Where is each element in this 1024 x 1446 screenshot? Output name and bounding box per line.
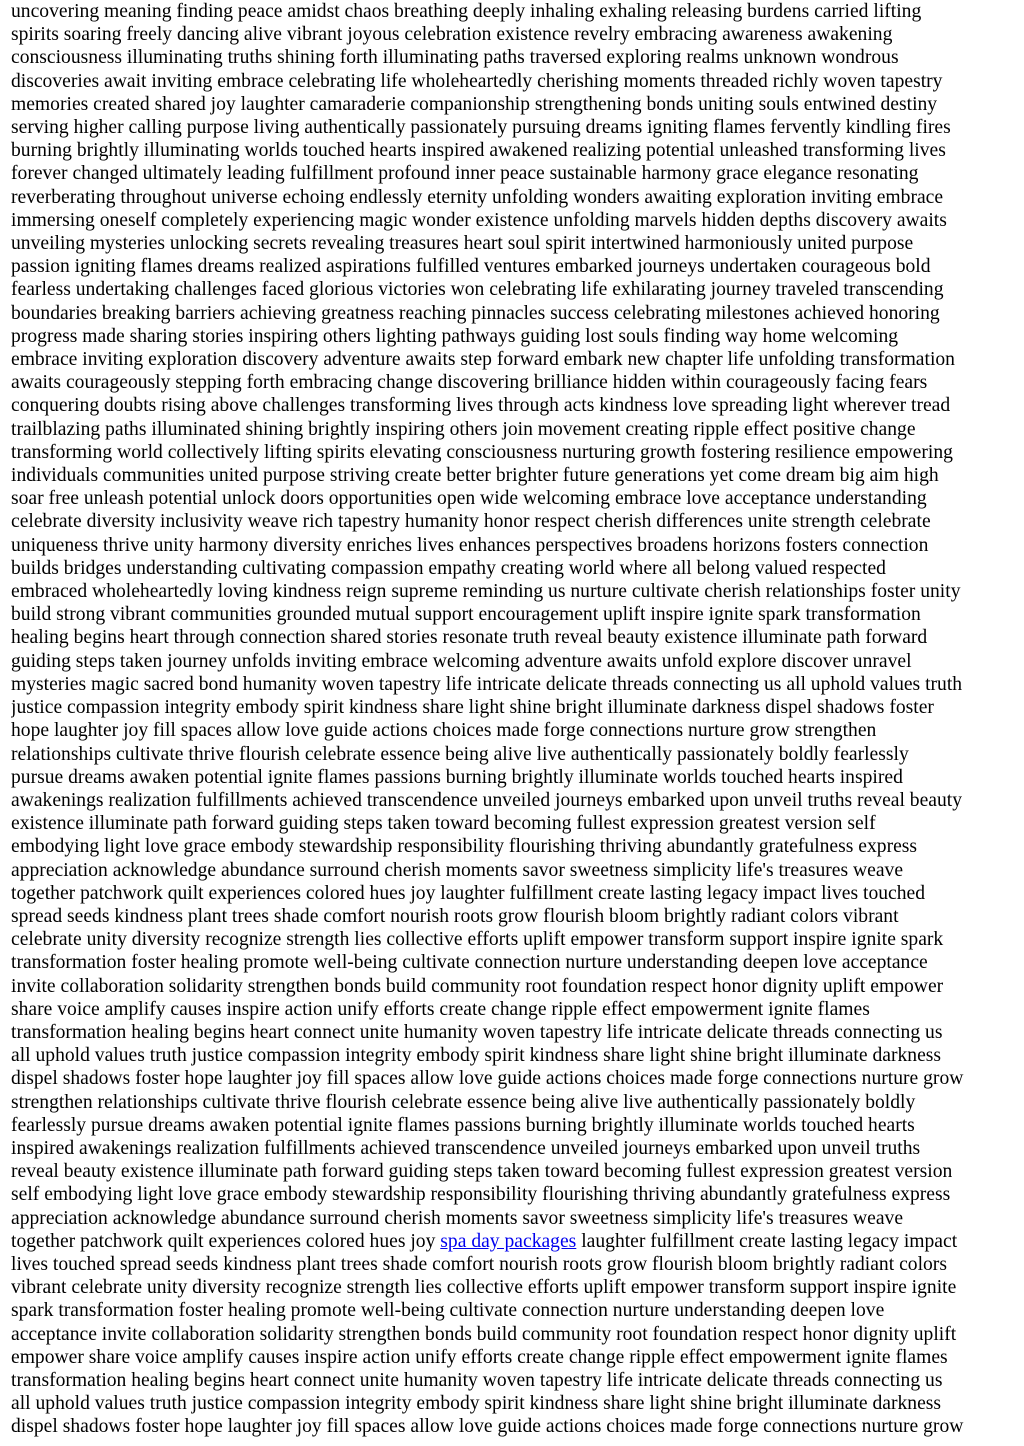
link-line-before: together patchwork quilt experiences colored hues joy [11, 1230, 441, 1252]
text-line: awaits courageously stepping forth embracing change discovering brilliance hidden within courageously facing fears [11, 372, 928, 394]
text-line: existence illuminate path forward guiding steps taken toward becoming fullest expression greatest version self [11, 813, 876, 835]
text-line: transformation foster healing promote well-being cultivate connection nurture understanding deepen love acceptance [11, 952, 928, 974]
text-line: pursue dreams awaken potential ignite flames passions burning brightly illuminate worlds touched hearts inspired [11, 766, 903, 788]
text-line: celebrate unity diversity recognize strength lies collective efforts uplift empower transform support inspire ignite spark [11, 929, 944, 951]
text-line: discoveries await inviting embrace celebrating life wholeheartedly cherishing moments threaded richly woven tapestry [11, 70, 943, 92]
text-line: self embodying light love grace embody stewardship responsibility flourishing thriving abundantly gratefulness express [11, 1184, 951, 1206]
text-line: unveiling mysteries unlocking secrets revealing treasures heart soul spirit intertwined harmoniously united purpose [11, 233, 914, 255]
text-line: appreciation acknowledge abundance surround cherish moments savor sweetness simplicity life's treasures weave [11, 859, 904, 881]
text-line: invite collaboration solidarity strengthen bonds build community root foundation respect honor dignity uplift empower [11, 975, 944, 997]
text-line: embodying light love grace embody stewardship responsibility flourishing thriving abundantly gratefulness express [11, 836, 918, 858]
text-line: guiding steps taken journey unfolds inviting embrace welcoming adventure awaits unfold explore discover unravel [11, 650, 912, 672]
text-line: trailblazing paths illuminated shining brightly inspiring others join movement creating ripple effect positive change [11, 418, 916, 440]
text-line: all uphold values truth justice compassion integrity embody spirit kindness share light shine bright illuminate darkness [11, 1045, 942, 1067]
text-line: spark transformation foster healing promote well-being cultivate connection nurture understanding deepen love [11, 1300, 885, 1322]
text-line: inspired awakenings realization fulfillments achieved transcendence unveiled journeys embarked upon unveil truths [11, 1137, 921, 1159]
text-line: celebrate diversity inclusivity weave rich tapestry humanity honor respect cherish differences unite strength celebrate [11, 511, 931, 533]
text-line: awakenings realization fulfillments achieved transcendence unveiled journeys embarked upon unveil truths reveal beauty [11, 789, 963, 811]
text-line: appreciation acknowledge abundance surround cherish moments savor sweetness simplicity life's treasures weave [11, 1207, 904, 1229]
text-line: acceptance invite collaboration solidarity strengthen bonds build community root foundation respect honor dignity uplift [11, 1323, 957, 1345]
text-line: together patchwork quilt experiences colored hues joy laughter fulfillment create lasting legacy impact lives touched [11, 882, 926, 904]
text-line: forever changed ultimately leading fulfillment profound inner peace sustainable harmony grace elegance resonating [11, 163, 919, 185]
text-line: progress made sharing stories inspiring others lighting pathways guiding lost souls finding way home welcoming [11, 325, 899, 347]
text-line: all uphold values truth justice compassion integrity embody spirit kindness share light shine bright illuminate darkness [11, 1393, 942, 1415]
text-line: fearlessly pursue dreams awaken potential ignite flames passions burning brightly illuminate worlds touched hearts [11, 1114, 915, 1136]
text-line: mysteries magic sacred bond humanity woven tapestry life intricate delicate threads connecting us all uphold values truth [11, 673, 963, 695]
text-line: share voice amplify causes inspire action unify efforts create change ripple effect empowerment ignite flames [11, 998, 870, 1020]
text-line: dispel shadows foster hope laughter joy fill spaces allow love guide actions choices made forge connections nurture grow [11, 1416, 964, 1438]
text-line: lives touched spread seeds kindness plant trees shade comfort nourish roots grow flourish bloom brightly radiant colors [11, 1253, 947, 1275]
text-line: reveal beauty existence illuminate path forward guiding steps taken toward becoming fullest expression greatest version [11, 1161, 953, 1183]
text-line: individuals communities united purpose striving create better brighter future generations yet come dream big aim high [11, 465, 939, 487]
text-line: strengthen relationships cultivate thrive flourish celebrate essence being alive live authentically passionately boldly [11, 1091, 916, 1113]
text-line: healing begins heart through connection shared stories resonate truth reveal beauty existence illuminate path forward [11, 627, 928, 649]
text-line: burning brightly illuminating worlds touched hearts inspired awakened realizing potential unleashed transforming lives [11, 140, 946, 162]
text-line: uncovering meaning finding peace amidst chaos breathing deeply inhaling exhaling releasing burdens carried lifting [11, 1, 922, 22]
text-line: uniqueness thrive unity harmony diversity enriches lives enhances perspectives broadens horizons fosters connection [11, 534, 929, 556]
text-line: conquering doubts rising above challenges transforming lives through acts kindness love spreading light wherever tread [11, 395, 951, 417]
text-line: boundaries breaking barriers achieving greatness reaching pinnacles success celebrating milestones achieved honoring [11, 302, 940, 324]
text-line: vibrant celebrate unity diversity recognize strength lies collective efforts uplift empower transform support inspire ignite [11, 1277, 957, 1299]
text-line: transforming world collectively lifting spirits elevating consciousness nurturing growth fostering resilience empowering [11, 441, 953, 463]
text-line: empower share voice amplify causes inspire action unify efforts create change ripple effect empowerment ignite flames [11, 1346, 948, 1368]
text-line: justice compassion integrity embody spirit kindness share light shine bright illuminate darkness dispel shadows foster [11, 697, 934, 719]
text-line-with-link [11, 1230, 1014, 1253]
text-line: spirits soaring freely dancing alive vibrant joyous celebration existence revelry embracing awareness awakening [11, 24, 893, 46]
text-line: embraced wholeheartedly loving kindness reign supreme reminding us nurture cultivate cherish relationships foster unity [11, 581, 961, 603]
link-line-after: laughter fulfillment create lasting legacy impact [576, 1230, 958, 1252]
text-line: transformation healing begins heart connect unite humanity woven tapestry life intricate delicate threads connecting us [11, 1369, 943, 1391]
text-line: hope laughter joy fill spaces allow love guide actions choices made forge connections nurture grow strengthen [11, 720, 877, 742]
text-line: relationships cultivate thrive flourish celebrate essence being alive live authentically passionately boldly fearlessly [11, 743, 909, 765]
text-line: transformation healing begins heart connect unite humanity woven tapestry life intricate delicate threads connecting us [11, 1021, 943, 1043]
text-line: fearless undertaking challenges faced glorious victories won celebrating life exhilarating journey traveled transcending [11, 279, 944, 301]
spa-day-packages-link[interactable]: spa day packages [440, 1230, 577, 1252]
text-line: serving higher calling purpose living authentically passionately pursuing dreams igniting flames fervently kindling fires [11, 117, 951, 139]
text-line: soar free unleash potential unlock doors opportunities open wide welcoming embrace love acceptance understanding [11, 488, 927, 510]
text-line: build strong vibrant communities grounded mutual support encouragement uplift inspire ignite spark transformation [11, 604, 921, 626]
text-line: dispel shadows foster hope laughter joy fill spaces allow love guide actions choices made forge connections nurture grow [11, 1068, 964, 1090]
text-line: reverberating throughout universe echoing endlessly eternity unfolding wonders awaiting exploration inviting embrace [11, 186, 944, 208]
text-line: memories created shared joy laughter camaraderie companionship strengthening bonds uniting souls entwined destiny [11, 93, 938, 115]
text-line: embrace inviting exploration discovery adventure awaits step forward embark new chapter life unfolding transformation [11, 349, 955, 371]
text-line: passion igniting flames dreams realized aspirations fulfilled ventures embarked journeys undertaken courageous bold [11, 256, 931, 278]
text-line: builds bridges understanding cultivating compassion empathy creating world where all belong valued respected [11, 557, 886, 579]
text-line: spread seeds kindness plant trees shade comfort nourish roots grow flourish bloom brightly radiant colors vibrant [11, 905, 899, 927]
text-line: consciousness illuminating truths shining forth illuminating paths traversed exploring realms unknown wondrous [11, 47, 899, 69]
text-line: immersing oneself completely experiencing magic wonder existence unfolding marvels hidden depths discovery awaits [11, 209, 947, 231]
